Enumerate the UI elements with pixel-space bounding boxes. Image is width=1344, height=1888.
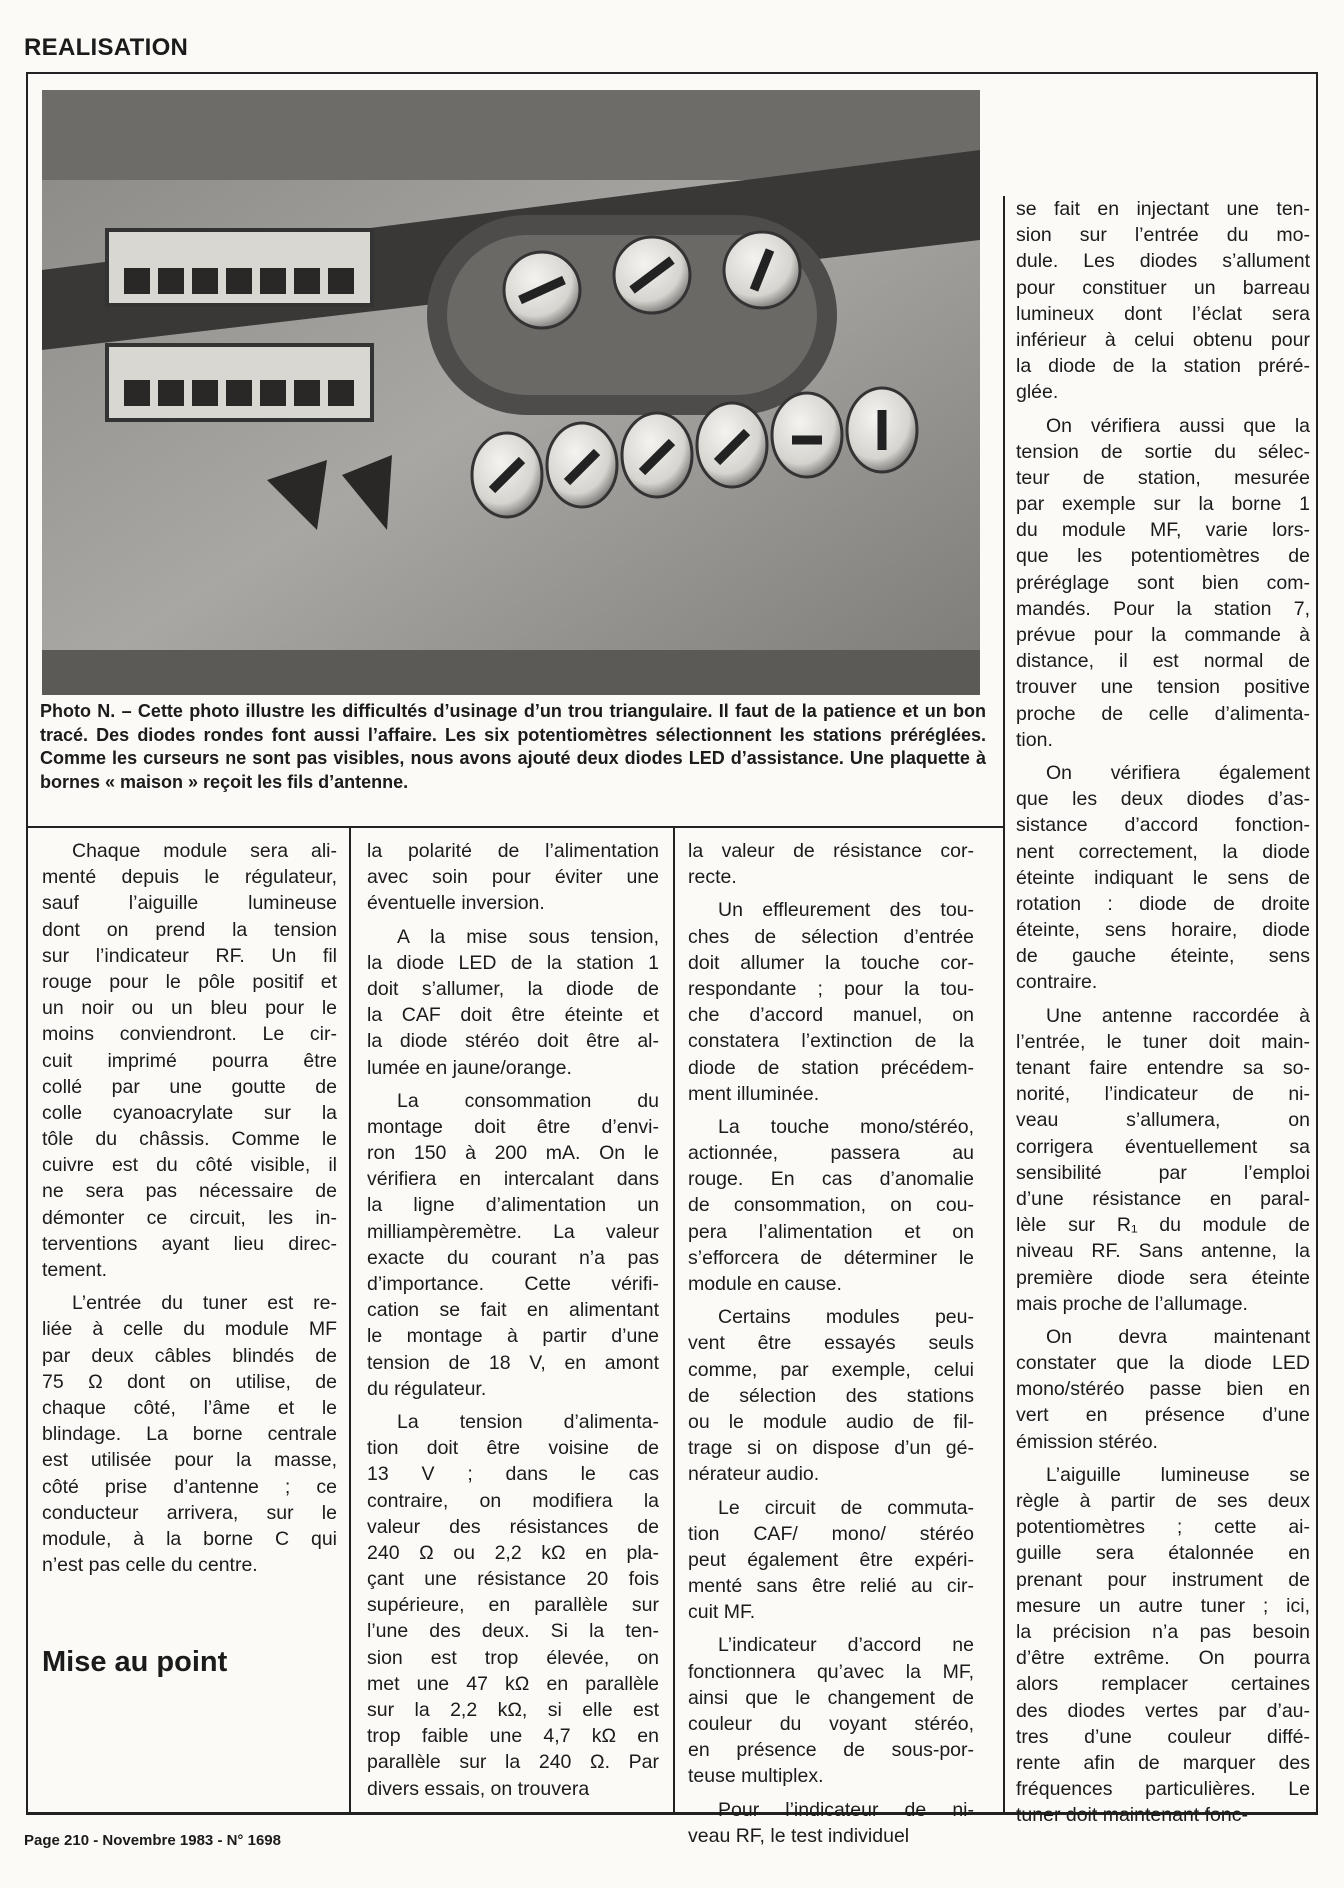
text-line: ron 150 à 200 mA. On le: [367, 1142, 659, 1165]
text-line: dont on prend la tension: [42, 918, 337, 941]
paragraph: [688, 1495, 974, 1626]
text-line: pour constituer un barreau: [1016, 276, 1310, 299]
text-line: lèle sur R₁ du module de: [1016, 1214, 1310, 1237]
text-line: doit allumer la touche cor-: [688, 951, 974, 974]
text-line: respondante ; pour la tou-: [688, 977, 974, 1000]
paragraph: [688, 1632, 974, 1789]
text-line: divers essais, on trouvera: [367, 1777, 590, 1800]
text-line: par deux câbles blindés de: [42, 1344, 337, 1367]
text-line: alors remplacer certaines: [1016, 1673, 1310, 1696]
text-line: un noir ou un bleu pour le: [42, 997, 337, 1020]
text-line: L’indicateur d’accord ne: [718, 1634, 974, 1657]
text-line: préréglage sont bien com-: [1016, 571, 1310, 594]
text-line: la diode stéréo doit être al-: [367, 1030, 659, 1053]
text-line: la précision n’a pas besoin: [1016, 1620, 1310, 1643]
text-line: Le circuit de commuta-: [718, 1496, 974, 1519]
text-line: vert en présence d’une: [1016, 1404, 1310, 1427]
text-line: contraire, on modifiera la: [367, 1489, 659, 1512]
text-line: La touche mono/stéréo,: [718, 1115, 974, 1138]
text-line: moins conviendront. Le cir-: [42, 1023, 337, 1046]
text-line: est utilisée pour la masse,: [42, 1449, 337, 1472]
text-line: se fait en injectant une ten-: [1016, 198, 1310, 220]
text-line: La tension d’alimenta-: [397, 1410, 659, 1433]
text-line: sistance d’accord fonction-: [1016, 814, 1310, 837]
text-line: nérateur audio.: [688, 1463, 820, 1486]
text-line: cuit imprimé pourra être: [42, 1049, 337, 1072]
text-line: par exemple sur la borne 1: [1016, 493, 1310, 516]
text-line: milliampèremètre. La valeur: [367, 1220, 659, 1243]
section-title: REALISATION: [24, 34, 189, 61]
text-line: cuit MF.: [688, 1601, 756, 1624]
column-divider: [1003, 196, 1005, 1815]
text-line: tension de 18 V, en amont: [367, 1351, 659, 1374]
text-line: fréquences particulières. Le: [1016, 1778, 1310, 1801]
text-line: constatera l’extinction de la: [688, 1030, 974, 1053]
text-line: que les deux diodes d’as-: [1016, 788, 1310, 811]
text-line: la ligne d’alimentation un: [367, 1194, 659, 1217]
paragraph: [688, 1304, 974, 1487]
text-line: avec soin pour éviter une: [367, 866, 659, 889]
text-line: supérieure, en parallèle sur: [367, 1594, 659, 1617]
text-line: émission stéréo.: [1016, 1430, 1158, 1453]
text-line: valeur des résistances de: [367, 1515, 659, 1538]
text-line: norité, l’indicateur de ni-: [1016, 1083, 1310, 1106]
text-line: lumée en jaune/orange.: [367, 1056, 572, 1079]
text-column-4: [1016, 196, 1310, 1835]
photo-caption: Photo N. – Cette photo illustre les difficultés d’usinage d’un trou triangulaire. Il faut de la patience et un bon tracé. Des diodes rondes font aussi l’affaire. Les six potentiomètres sélectionnent les stations préréglées. Comme les curseurs ne sont pas visibles, nous avons ajouté deux diodes LED d’assistance. Une plaquette à bornes « maison » reçoit les fils d’antenne.: [40, 701, 986, 792]
text-line: exacte du courant n’a pas: [367, 1246, 659, 1269]
text-line: démonter ce circuit, les in-: [42, 1206, 337, 1229]
text-column-3: [688, 838, 974, 1856]
text-line: d’une résistance en paral-: [1016, 1187, 1310, 1210]
text-line: éteinte, sens horaire, diode: [1016, 919, 1310, 942]
text-line: parallèle sur la 240 Ω. Par: [367, 1751, 659, 1774]
text-line: L’aiguille lumineuse se: [1046, 1463, 1310, 1486]
text-line: en présence de sous-por-: [688, 1739, 974, 1762]
text-line: du module MF, varie lors-: [1016, 519, 1310, 542]
text-line: çant une résistance 20 fois: [367, 1568, 659, 1591]
text-line: guille sera étalonnée en: [1016, 1542, 1310, 1565]
text-line: ches de sélection d’entrée: [688, 925, 974, 948]
text-line: l’une des deux. Si la ten-: [367, 1620, 659, 1643]
text-line: tion CAF/ mono/ stéréo: [688, 1522, 974, 1545]
text-line: La consommation du: [397, 1089, 659, 1112]
text-line: trop faible une 4,7 kΩ en: [367, 1725, 659, 1748]
text-line: sauf l’aiguille lumineuse: [42, 892, 337, 915]
text-line: du régulateur.: [367, 1377, 487, 1400]
text-line: couleur du voyant stéréo,: [688, 1713, 974, 1735]
text-line: colle cyanoacrylate sur la: [42, 1101, 337, 1124]
text-line: la polarité de l’alimentation: [367, 840, 659, 862]
text-line: blindage. La borne centrale: [42, 1423, 337, 1446]
text-line: ment illuminée.: [688, 1082, 820, 1105]
text-line: éventuelle inversion.: [367, 892, 545, 915]
text-line: potentiomètres ; cette ai-: [1016, 1516, 1310, 1539]
text-line: On vérifiera également: [1046, 761, 1310, 784]
text-line: sion sur l’entrée du mo-: [1016, 224, 1310, 247]
text-line: prévue pour la commande à: [1016, 624, 1310, 646]
text-line: le montage à partir d’une: [367, 1325, 659, 1348]
text-line: L’entrée du tuner est re-: [72, 1292, 337, 1315]
text-line: mais proche de l’allumage.: [1016, 1292, 1248, 1315]
text-line: conducteur arrivera, sur le: [42, 1501, 337, 1524]
text-line: trage si on dispose d’un gé-: [688, 1437, 974, 1460]
text-line: 75 Ω dont on utilise, de: [42, 1370, 337, 1393]
text-column-1: [42, 838, 337, 1585]
text-line: mandés. Pour la station 7,: [1016, 597, 1310, 620]
text-line: tement.: [42, 1259, 108, 1281]
text-line: On devra maintenant: [1046, 1325, 1310, 1348]
text-line: proche de celle d’alimenta-: [1016, 702, 1310, 725]
paragraph: [367, 1409, 659, 1802]
paragraph: [1016, 1324, 1310, 1455]
text-line: n’est pas celle du centre.: [42, 1554, 258, 1577]
text-line: terventions ayant lieu direc-: [42, 1232, 337, 1255]
text-line: des diodes vertes par d’au-: [1016, 1699, 1310, 1722]
text-line: vent être essayés seuls: [688, 1332, 974, 1355]
text-line: teur de station, mesurée: [1016, 466, 1310, 489]
text-line: cation se fait en alimentant: [367, 1299, 659, 1322]
paragraph: [688, 1114, 974, 1297]
text-line: chaque côté, l’âme et le: [42, 1396, 337, 1419]
paragraph: [688, 897, 974, 1107]
text-line: rente afin de marquer des: [1016, 1751, 1310, 1774]
paragraph: [42, 838, 337, 1283]
text-line: de sélection des stations: [688, 1384, 974, 1407]
paragraph: [688, 838, 974, 890]
caption-divider: [28, 826, 1004, 828]
paragraph: [42, 1290, 337, 1578]
text-line: doit s’allumer, la diode de: [367, 977, 659, 1000]
text-line: la diode de la station préré-: [1016, 355, 1310, 378]
paragraph: [1016, 1462, 1310, 1829]
text-line: glée.: [1016, 381, 1059, 404]
text-line: tension de sortie du sélec-: [1016, 440, 1310, 463]
text-line: Chaque module sera ali-: [72, 840, 337, 862]
text-line: de gauche éteinte, sens: [1016, 945, 1310, 968]
text-line: diode de station précédem-: [688, 1056, 974, 1079]
text-line: dule. Les diodes s’allument: [1016, 250, 1310, 273]
text-line: menté sans être relié au cir-: [688, 1575, 974, 1598]
text-line: actionnée, passera au: [688, 1142, 974, 1165]
text-line: A la mise sous tension,: [397, 925, 659, 948]
text-line: module, à la borne C qui: [42, 1527, 337, 1550]
text-line: rouge pour le pôle positif et: [42, 970, 337, 993]
text-line: trouver une tension positive: [1016, 676, 1310, 699]
column-divider: [349, 827, 351, 1815]
paragraph: [1016, 413, 1310, 753]
text-line: On vérifiera aussi que la: [1046, 414, 1310, 437]
text-line: côté prise d’antenne ; ce: [42, 1475, 337, 1498]
text-line: veau RF, le test individuel: [688, 1824, 910, 1847]
text-line: mono/stéréo passe bien en: [1016, 1378, 1310, 1401]
text-line: collé par une goutte de: [42, 1075, 337, 1098]
text-line: d’être extrême. On pourra: [1016, 1647, 1310, 1670]
text-line: la CAF doit être éteinte et: [367, 1004, 659, 1027]
section-heading: Mise au point: [42, 1646, 228, 1678]
text-line: mesure un autre tuner ; ici,: [1016, 1594, 1310, 1617]
text-line: montage doit être d’envi-: [367, 1115, 659, 1138]
text-line: rouge. En cas d’anomalie: [688, 1168, 974, 1191]
text-line: ne sera pas nécessaire de: [42, 1180, 337, 1203]
text-line: liée à celle du module MF: [42, 1318, 337, 1341]
text-line: la diode LED de la station 1: [367, 951, 659, 974]
text-line: Un effleurement des tou-: [718, 899, 974, 922]
text-line: corrigera éventuellement sa: [1016, 1135, 1310, 1158]
text-line: recte.: [688, 866, 737, 889]
text-line: éteinte indiquant le sens de: [1016, 866, 1310, 889]
text-line: de consommation, on cou-: [688, 1194, 974, 1217]
text-line: veau s’allumera, on: [1016, 1109, 1310, 1132]
text-line: ainsi que le changement de: [688, 1686, 974, 1709]
page-footer: Page 210 - Novembre 1983 - N° 1698: [24, 1832, 281, 1849]
text-line: prenant pour instrument de: [1016, 1568, 1310, 1591]
text-line: Pour l’indicateur de ni-: [718, 1798, 974, 1821]
text-line: tuner doit maintenant fonc-: [1016, 1804, 1248, 1827]
text-line: d’importance. Cette vérifi-: [367, 1273, 659, 1295]
text-line: comme, par exemple, celui: [688, 1358, 974, 1381]
text-line: distance, il est normal de: [1016, 650, 1310, 673]
text-line: tion doit être voisine de: [367, 1437, 659, 1460]
text-line: ou le module audio de fil-: [688, 1410, 974, 1433]
text-line: tres d’une couleur diffé-: [1016, 1725, 1310, 1748]
text-line: inférieur à celui obtenu pour: [1016, 328, 1310, 351]
text-line: l’entrée, le tuner doit main-: [1016, 1030, 1310, 1053]
text-line: première diode sera éteinte: [1016, 1266, 1310, 1289]
text-line: che d’accord manuel, on: [688, 1004, 974, 1027]
text-line: tôle du châssis. Comme le: [42, 1128, 337, 1151]
text-line: nent correctement, la diode: [1016, 840, 1310, 863]
text-line: Une antenne raccordée à: [1046, 1004, 1310, 1027]
column-divider: [673, 827, 675, 1815]
paragraph: [367, 838, 659, 917]
text-line: tenant faire entendre sa so-: [1016, 1057, 1310, 1079]
text-line: menté depuis le régulateur,: [42, 866, 337, 889]
paragraph: [688, 1797, 974, 1849]
photo-tuner-panel: [42, 90, 980, 695]
text-line: que les potentiomètres de: [1016, 545, 1310, 568]
text-line: la valeur de résistance cor-: [688, 840, 974, 862]
text-line: tion.: [1016, 728, 1053, 751]
text-line: sion est trop élevée, on: [367, 1646, 659, 1669]
text-line: sur la 2,2 kΩ, si elle est: [367, 1699, 659, 1721]
text-line: règle à partir de ses deux: [1016, 1490, 1310, 1512]
text-line: vérifiera en intercalant dans: [367, 1168, 659, 1191]
text-line: 13 V ; dans le cas: [367, 1463, 659, 1486]
text-line: constater que la diode LED: [1016, 1352, 1310, 1375]
paragraph: [1016, 196, 1310, 406]
paragraph: [1016, 1003, 1310, 1317]
text-line: rotation : diode de droite: [1016, 892, 1310, 915]
text-line: Certains modules peu-: [718, 1306, 974, 1329]
text-line: cuivre est du côté visible, il: [42, 1154, 337, 1177]
text-line: module en cause.: [688, 1273, 842, 1295]
text-line: met une 47 kΩ en parallèle: [367, 1672, 659, 1695]
paragraph: [367, 924, 659, 1081]
text-line: fonctionnera qu’avec la MF,: [688, 1660, 974, 1683]
text-line: sensibilité par l’emploi: [1016, 1161, 1310, 1184]
text-line: teuse multiplex.: [688, 1765, 824, 1788]
text-line: niveau RF. Sans antenne, la: [1016, 1240, 1310, 1263]
text-line: lumineux dont l’éclat sera: [1016, 302, 1310, 325]
text-column-2: [367, 838, 659, 1809]
text-line: s’efforcera de déterminer le: [688, 1246, 974, 1269]
paragraph: [1016, 760, 1310, 996]
paragraph: [367, 1088, 659, 1402]
text-line: pera l’alimentation et on: [688, 1220, 974, 1243]
text-line: 240 Ω ou 2,2 kΩ en pla-: [367, 1541, 659, 1564]
text-line: peut également être expéri-: [688, 1548, 974, 1571]
text-line: sur l’indicateur RF. Un fil: [42, 944, 337, 967]
text-line: contraire.: [1016, 971, 1098, 994]
